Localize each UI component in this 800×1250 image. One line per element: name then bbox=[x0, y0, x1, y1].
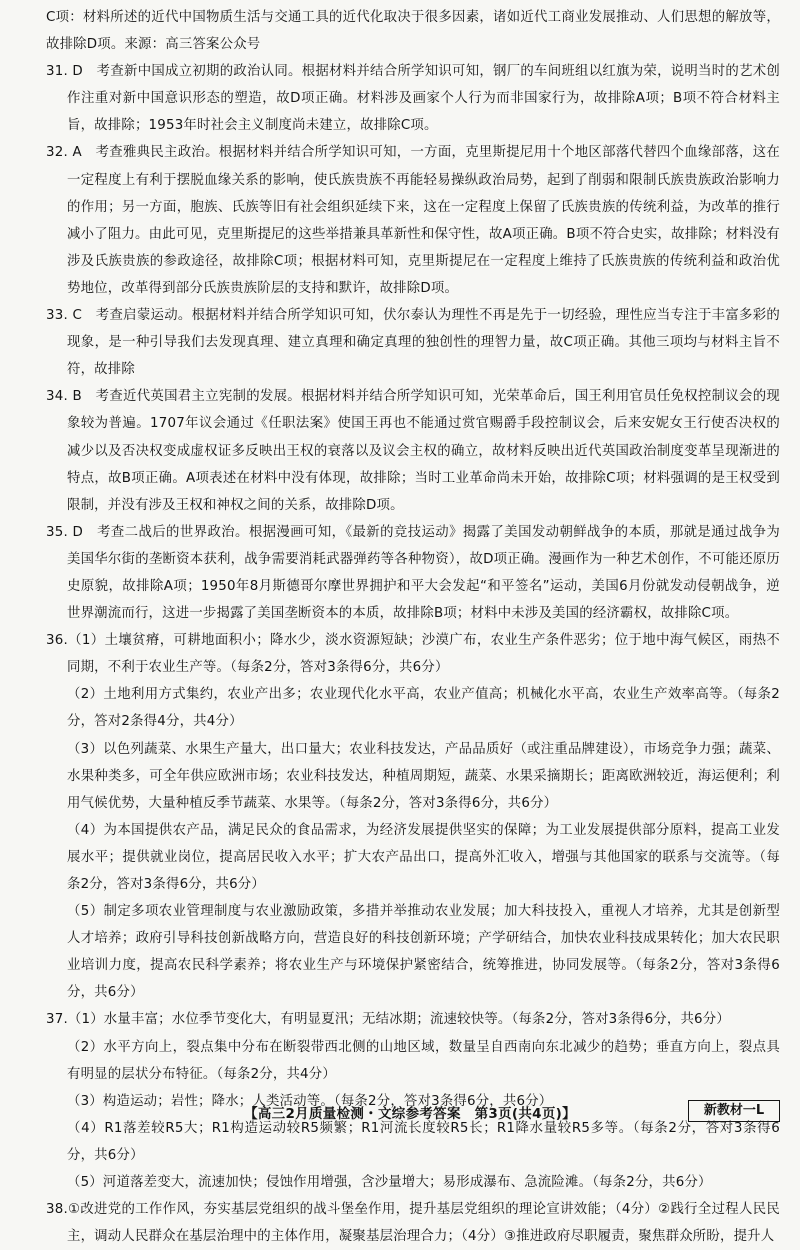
answer-36-4: （4）为本国提供农产品，满足民众的食品需求，为经济发展提供坚实的保障；为工业发展提供部分原料，提高工业发展水平；提供就业岗位，提高居民收入水平；扩大农产品出口，提高外汇收入，增强与其他国家的联系与交流等。（每条2分，答对3条得6分，共6分） bbox=[67, 822, 780, 892]
edition-badge: 新教材一L bbox=[688, 1100, 780, 1122]
page-footer bbox=[0, 1098, 800, 1126]
answer-36-3: （3）以色列蔬菜、水果生产量大，出口量大；农业科技发达，产品品质好（或注重品牌建设），市场竞争力强；蔬菜、水果种类多，可全年供应欧洲市场；农业科技发达，种植周期短，蔬菜、水果采摘期长；距离欧洲较近，海运便利；利用气候优势，大量种植反季节蔬菜、水果等。（每条2分，答对3条得6分，共6分） bbox=[67, 741, 780, 811]
footer-title: 【高三2月质量检测・文综参考答案 第3页(共4页)】 bbox=[244, 1106, 576, 1122]
answer-36-1: 36.（1）土壤贫瘠，可耕地面积小；降水少，淡水资源短缺；沙漠广布，农业生产条件恶劣；位于地中海气候区，雨热不同期，不利于农业生产等。（每条2分，答对3条得6分，共6分） bbox=[46, 633, 780, 676]
answer-37-2: （2）水平方向上，裂点集中分布在断裂带西北侧的山地区域，数量呈自西南向东北减少的趋势；垂直方向上，裂点具有明显的层状分布特征。（每条2分，共4分） bbox=[67, 1039, 780, 1082]
answer-33: 33. C 考查启蒙运动。根据材料并结合所学知识可知，伏尔泰认为理性不再是先于一切经验，理性应当专注于丰富多彩的现象，是一种引导我们去发现真理、建立真理和确定真理的独创性的理智力量，故C项正确。其他三项均与材料主旨不符，故排除 bbox=[46, 308, 780, 378]
answer-page bbox=[46, 4, 780, 1250]
answer-38: 38.①改进党的工作作风，夯实基层党组织的战斗堡垒作用，提升基层党组织的理论宣讲效能；（4分）②践行全过程人民民主，调动人民群众在基层治理中的主体作用，凝聚基层治理合力；（4分）③推进政府尽职履责，聚焦群众所盼，提升人 bbox=[46, 1202, 780, 1245]
answer-35: 35. D 考查二战后的世界政治。根据漫画可知，《最新的竞技运动》揭露了美国发动朝鲜战争的本质，那就是通过战争为美国华尔街的垄断资本获利，战争需要消耗武器弹药等各种物资），故D项正确。漫画作为一种艺术创作，不可能还原历史原貌，故排除A项；1950年8月斯德哥尔摩世界拥护和平大会发起“和平签名”运动，美国6月份就发动侵朝战争，逆世界潮流而行，这进一步揭露了美国垄断资本的本质，故排除B项；材料中未涉及美国的经济霸权，故排除C项。 bbox=[46, 524, 780, 622]
answer-37-1: 37.（1）水量丰富；水位季节变化大，有明显夏汛；无结冰期；流速较快等。（每条2分，答对3条得6分，共6分） bbox=[46, 1012, 730, 1028]
answer-36-5: （5）制定多项农业管理制度与农业激励政策，多措并举推动农业发展；加大科技投入，重视人才培养，尤其是创新型人才培养；政府引导科技创新战略方向，营造良好的科技创新环境；产学研结合，加快农业科技成果转化；加大农民职业培训力度，提高农民科学素养；将农业生产与环境保护紧密结合，统筹推进，协同发展等。（每条2分，答对3条得6分，共6分） bbox=[67, 904, 780, 1001]
answer-37-5: （5）河道落差变大，流速加快；侵蚀作用增强，含沙量增大；易形成瀑布、急流险滩。（每条2分，共6分） bbox=[67, 1175, 712, 1191]
c-option-continuation: C项：材料所述的近代中国物质生活与交通工具的近代化取决于很多因素，诸如近代工商业发展推动、人们思想的解放等，故排除D项。来源：高三答案公众号 bbox=[46, 10, 780, 53]
answer-36-2: （2）土地利用方式集约，农业产出多；农业现代化水平高，农业产值高；机械化水平高，农业生产效率高等。（每条2分，答对2条得4分，共4分） bbox=[67, 687, 780, 730]
answer-31: 31. D 考查新中国成立初期的政治认同。根据材料并结合所学知识可知，钢厂的车间班组以红旗为荣，说明当时的艺术创作注重对新中国意识形态的塑造，故D项正确。材料涉及画家个人行为而非国家行为，故排除A项；B项不符合材料主旨，故排除；1953年时社会主义制度尚未建立，故排除C项。 bbox=[46, 64, 780, 134]
answer-32: 32. A 考查雅典民主政治。根据材料并结合所学知识可知，一方面，克里斯提尼用十个地区部落代替四个血缘部落，这在一定程度上有利于摆脱血缘关系的影响，使氏族贵族不再能轻易操纵政治局势，起到了削弱和限制氏族贵族政治影响力的作用；另一方面，胞族、氏族等旧有社会组织延续下来，这在一定程度上保留了氏族贵族的传统利益，为改革的推行减小了阻力。由此可见，克里斯提尼的这些举措兼具革新性和保守性，故A项正确。B项不符合史实，故排除；材料没有涉及氏族贵族的参政途径，故排除C项；根据材料可知，克里斯提尼在一定程度上维持了氏族贵族的传统利益和政治优势地位，改革得到部分氏族贵族阶层的支持和默许，故排除D项。 bbox=[46, 145, 780, 296]
answer-34: 34. B 考查近代英国君主立宪制的发展。根据材料并结合所学知识可知，光荣革命后，国王利用官员任免权控制议会的现象较为普遍。1707年议会通过《任职法案》使国王再也不能通过赏官赐爵手段控制议会，后来安妮女王行使否决权的减少以及否决权变成虚权证多反映出王权的衰落以及议会主权的确立，故材料反映出近代英国政治制度变革呈现渐进的特点，故B项正确。A项表述在材料中没有体现，故排除；当时工业革命尚未开始，故排除C项；材料强调的是王权受到限制，并没有涉及王权和神权之间的关系，故排除D项。 bbox=[46, 389, 780, 513]
answer-37-3: （3）构造运动；岩性；降水；人类活动等。（每条2分，答对3条得6分，共6分） bbox=[67, 1093, 553, 1109]
answer-37-4: （4）R1落差较R5大；R1构造运动较R5频繁；R1河流长度较R5长；R1降水量较R5多等。（每条2分，答对3条得6分，共6分） bbox=[67, 1120, 780, 1163]
